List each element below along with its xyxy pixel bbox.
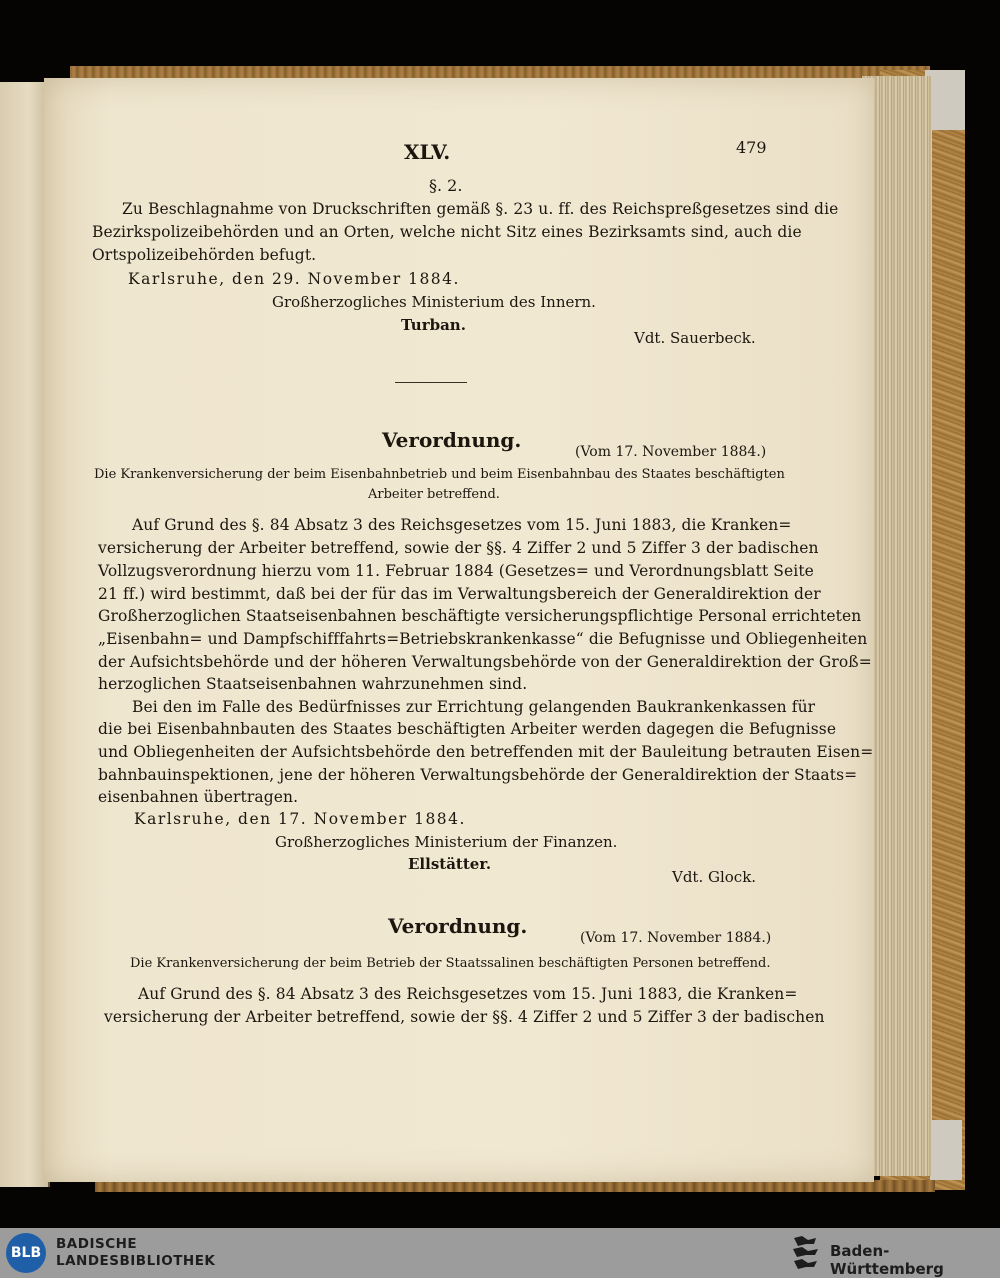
decree1-subject: Die Krankenversicherung der beim Eisenbahnbetrieb und beim Eisenbahnbau des Staates beschäftigten [94, 467, 785, 482]
decree1-line: versicherung der Arbeiter betreffend, sowie der §§. 4 Ziffer 2 und 5 Ziffer 3 der badischen [98, 539, 819, 557]
section-divider [395, 382, 467, 383]
countersignature: Vdt. Glock. [672, 868, 757, 886]
decree1-line: 21 ff.) wird bestimmt, daß bei der für das im Verwaltungsbereich der Generaldirektion der [98, 585, 821, 603]
decree1-line: Auf Grund des §. 84 Absatz 3 des Reichsgesetzes vom 15. Juni 1883, die Kranken= [132, 516, 792, 534]
decree2-line: Auf Grund des §. 84 Absatz 3 des Reichsgesetzes vom 15. Juni 1883, die Kranken= [138, 985, 798, 1003]
decree1-heading: Verordnung. [382, 428, 522, 452]
footer-bar [0, 1228, 1000, 1278]
state-name[interactable]: Baden-Württemberg [830, 1242, 944, 1278]
decree2-line: versicherung der Arbeiter betreffend, sowie der §§. 4 Ziffer 2 und 5 Ziffer 3 der badischen [104, 1008, 825, 1026]
page-number: 479 [736, 138, 767, 157]
decree1-line: und Obliegenheiten der Aufsichtsbehörde den betreffenden mit der Bauleitung betrauten Eisen= [98, 743, 874, 761]
decree1-line: Bei den im Falle des Bedürfnisses zur Errichtung gelangenden Baukrankenkassen für [132, 698, 816, 716]
left-page-sliver [0, 82, 50, 1187]
chapter-number: XLV. [404, 140, 451, 164]
book-corner-bottom [930, 1120, 962, 1180]
section1-line: Zu Beschlagnahme von Druckschriften gemäß §. 23 u. ff. des Reichspreßgesetzes sind die [122, 200, 839, 218]
decree1-line: Großherzoglichen Staatseisenbahnen beschäftigte versicherungspflichtige Personal errichteten [98, 607, 862, 625]
decree2-subject: Die Krankenversicherung der beim Betrieb der Staatssalinen beschäftigten Personen betreffend. [130, 956, 771, 971]
decree2-heading: Verordnung. [388, 914, 528, 938]
decree1-line: „Eisenbahn= und Dampfschifffahrts=Betriebskrankenkasse“ die Befugnisse und Obliegenheiten [98, 630, 868, 648]
library-name-line1: BADISCHE [56, 1236, 138, 1252]
library-name[interactable] [56, 1236, 215, 1270]
library-name-line2: LANDESBIBLIOTHEK [56, 1253, 216, 1269]
section1-line: Bezirkspolizeibehörden und an Orten, welche nicht Sitz eines Bezirksamts sind, auch die [92, 223, 802, 241]
decree1-line: eisenbahnen übertragen. [98, 788, 299, 806]
ministry-name: Großherzogliches Ministerium der Finanzen. [275, 833, 618, 851]
ministry-name: Großherzogliches Ministerium des Innern. [272, 293, 596, 311]
decree1-line: der Aufsichtsbehörde und der höheren Verwaltungsbehörde von der Generaldirektion der Groß= [98, 653, 872, 671]
section1-line: Ortspolizeibehörden befugt. [92, 246, 317, 264]
section-mark: §. 2. [429, 176, 463, 195]
decree1-line: die bei Eisenbahnbauten des Staates beschäftigten Arbeiter werden dagegen die Befugnisse [98, 720, 837, 738]
decree1-date: (Vom 17. November 1884.) [575, 444, 767, 460]
decree1-line: herzoglichen Staatseisenbahnen wahrzunehmen sind. [98, 675, 528, 693]
countersignature: Vdt. Sauerbeck. [634, 329, 756, 347]
signer-name: Turban. [401, 316, 466, 334]
decree2-date: (Vom 17. November 1884.) [580, 930, 772, 946]
decree1-subject: Arbeiter betreffend. [368, 487, 500, 502]
place-date: Karlsruhe, den 17. November 1884. [134, 810, 466, 828]
blb-logo-icon[interactable]: BLB [6, 1233, 46, 1273]
place-date: Karlsruhe, den 29. November 1884. [128, 270, 460, 288]
signer-name: Ellstätter. [408, 855, 492, 873]
coat-of-arms-icon [790, 1234, 822, 1272]
decree1-line: Vollzugsverordnung hierzu vom 11. Februar 1884 (Gesetzes= und Verordnungsblatt Seite [98, 562, 814, 580]
decree1-line: bahnbauinspektionen, jene der höheren Verwaltungsbehörde der Generaldirektion der Staats= [98, 766, 858, 784]
